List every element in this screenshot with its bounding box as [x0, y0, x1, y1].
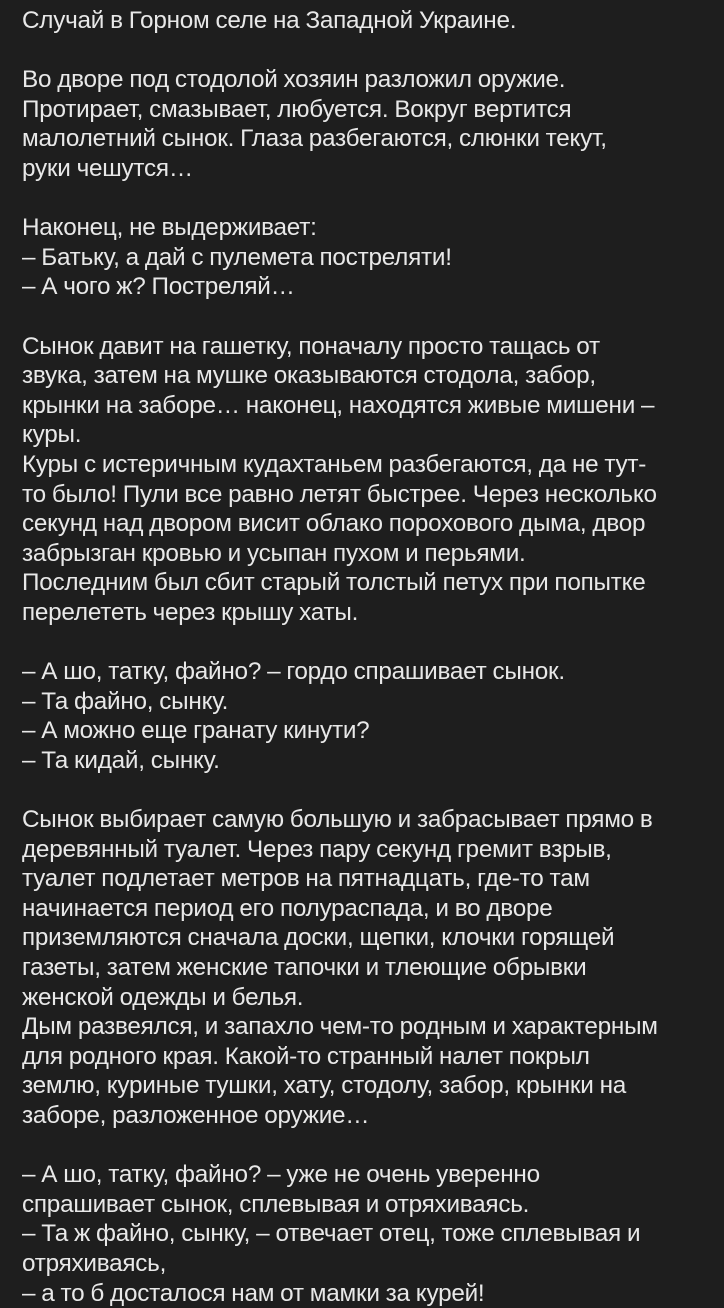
text-line: газеты, затем женские тапочки и тлеющие обрывки	[22, 954, 587, 981]
text-line: женской одежды и белья.	[22, 983, 304, 1011]
text-line: – А чого ж? Постреляй…	[22, 273, 295, 301]
text-line: – Та файно, сынку.	[22, 687, 229, 715]
text-line: секунд над двором висит облако порохового дыма, двор	[22, 510, 646, 538]
text-line: Протирает, смазывает, любуется. Вокруг вертится	[22, 95, 572, 123]
text-line: Во дворе под стодолой хозяин разложил оружие.	[22, 66, 566, 94]
paragraph-gap	[22, 36, 712, 66]
text-line: Сынок давит на гашетку, поначалу просто тащась от	[22, 332, 600, 360]
text-line: Дым развеялся, и запахло чем-то родным и характерным	[22, 1013, 658, 1041]
text-line: для родного края. Какой-то странный налет покрыл	[22, 1042, 590, 1070]
text-line: отряхиваясь,	[22, 1249, 167, 1277]
paragraph	[22, 657, 712, 775]
text-line: то было! Пули все равно летят быстрее. Через несколько	[22, 480, 657, 508]
text-line: Куры с истеричным кудахтаньем разбегаются, да не тут-	[22, 450, 647, 478]
text-line: деревянный туалет. Через пару секунд гремит взрыв,	[22, 835, 612, 863]
paragraph	[22, 65, 712, 183]
text-line: куры.	[22, 421, 82, 449]
paragraph	[22, 6, 712, 36]
text-line: заборе, разложенное оружие…	[22, 1101, 370, 1129]
paragraph-gap	[22, 302, 712, 332]
text-document	[22, 6, 712, 1308]
paragraph	[22, 213, 712, 302]
paragraph	[22, 805, 712, 1131]
paragraph-gap	[22, 1131, 712, 1161]
text-line: перелететь через крышу хаты.	[22, 598, 359, 626]
text-line: землю, куриные тушки, хату, стодолу, забор, крынки на	[22, 1072, 626, 1100]
text-line: приземляются сначала доски, щепки, клочки горящей	[22, 924, 615, 952]
text-line: туалет подлетает метров на пятнадцать, где-то там	[22, 865, 590, 893]
text-line: Последним был сбит старый толстый петух при попытке	[22, 569, 646, 597]
text-line: – Та кидай, сынку.	[22, 746, 220, 774]
paragraph-gap	[22, 184, 712, 214]
text-line: спрашивает сынок, сплевывая и отряхиваясь.	[22, 1190, 530, 1218]
text-line: малолетний сынок. Глаза разбегаются, слюнки текут,	[22, 125, 607, 153]
paragraph	[22, 332, 712, 628]
text-line: – Батьку, а дай с пулемета постреляти!	[22, 243, 452, 271]
text-line: – А шо, татку, файно? – гордо спрашивает сынок.	[22, 658, 565, 686]
paragraph-gap	[22, 775, 712, 805]
text-line: крынки на заборе… наконец, находятся живые мишени –	[22, 391, 655, 419]
paragraph-gap	[22, 627, 712, 657]
text-line: Наконец, не выдерживает:	[22, 214, 317, 242]
text-line: – а то б досталося нам от мамки за курей!	[22, 1279, 485, 1307]
text-line: забрызган кровью и усыпан пухом и перьями.	[22, 539, 526, 567]
text-line: – А шо, татку, файно? – уже не очень уверенно	[22, 1161, 540, 1189]
text-line: звука, затем на мушке оказываются стодола, забор,	[22, 362, 596, 390]
text-line: руки чешутся…	[22, 154, 193, 182]
text-line: – А можно еще гранату кинути?	[22, 717, 370, 745]
paragraph	[22, 1160, 712, 1308]
text-line: Сынок выбирает самую большую и забрасывает прямо в	[22, 806, 653, 834]
text-line: – Та ж файно, сынку, – отвечает отец, тоже сплевывая и	[22, 1220, 641, 1248]
text-line: Случай в Горном селе на Западной Украине.	[22, 7, 517, 34]
text-line: начинается период его полураспада, и во дворе	[22, 894, 553, 922]
